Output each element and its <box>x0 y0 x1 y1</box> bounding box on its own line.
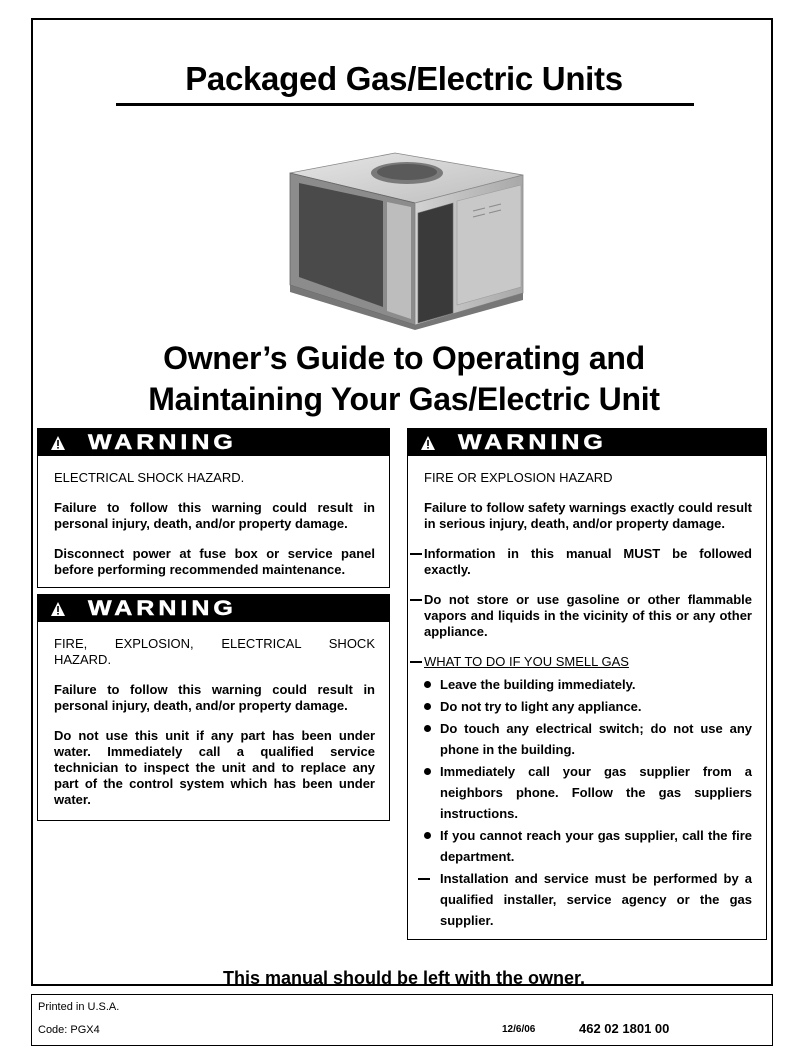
dash-item <box>424 592 752 640</box>
warning-box-fire-explosion <box>407 428 767 940</box>
warning-label: WARNING <box>458 430 607 454</box>
warning-box-electrical-shock <box>37 428 390 588</box>
list-item <box>424 825 752 867</box>
hazard-title: FIRE OR EXPLOSION HAZARD <box>424 470 613 485</box>
list-item-text: If you cannot reach your gas supplier, call the fire department. <box>440 828 752 864</box>
warning-header <box>38 429 389 456</box>
bullet-icon <box>424 681 431 688</box>
dash-marker <box>418 878 430 880</box>
bullet-icon <box>424 725 431 732</box>
bullet-icon <box>424 832 431 839</box>
dash-item-text: Do not store or use gasoline or other flammable vapors and liquids in the vicinity of this or any other appliance. <box>424 592 752 639</box>
bullet-icon <box>424 768 431 775</box>
dash-marker <box>410 661 422 663</box>
warning-triangle-icon <box>420 435 436 451</box>
dash-item-text: Information in this manual MUST be followed exactly. <box>424 546 752 577</box>
list-item-text: Leave the building immediately. <box>440 677 636 692</box>
warning-box-fire-explosion-shock <box>37 594 390 821</box>
bullet-icon <box>424 703 431 710</box>
list-item <box>424 718 752 760</box>
footer-note: This manual should be left with the owner. <box>222 968 586 988</box>
warning-paragraph: Failure to follow safety warnings exactly could result in serious injury, death, and/or property damage. <box>424 500 752 531</box>
smell-gas-heading-text: WHAT TO DO IF YOU SMELL GAS <box>424 654 629 669</box>
warning-header <box>38 595 389 622</box>
packaged-unit-image <box>285 135 525 330</box>
list-item <box>424 868 752 931</box>
subtitle-line-2: Maintaining Your Gas/Electric Unit <box>148 381 660 417</box>
subtitle-line-1: Owner’s Guide to Operating and <box>163 340 645 376</box>
print-date: 12/6/06 <box>502 1024 536 1035</box>
subtitle <box>0 338 808 420</box>
product-code: Code: PGX4 <box>38 1024 100 1036</box>
hazard-title: FIRE, EXPLOSION, ELECTRICAL SHOCK HAZARD. <box>54 636 375 667</box>
warning-label: WARNING <box>88 596 237 620</box>
warning-triangle-icon <box>50 601 66 617</box>
hazard-title: ELECTRICAL SHOCK HAZARD. <box>54 470 245 485</box>
warning-label: WARNING <box>88 430 237 454</box>
printed-in: Printed in U.S.A. <box>38 1001 120 1013</box>
list-item <box>424 696 752 717</box>
warning-paragraph: Do not use this unit if any part has been under water. Immediately call a qualified service technician to inspect the unit and to replace any part of the control system which has been under water. <box>54 728 375 807</box>
list-item-text: Immediately call your gas supplier from a neighbors phone. Follow the gas suppliers instructions. <box>440 764 752 821</box>
smell-gas-list <box>424 674 752 931</box>
print-info-box <box>31 994 773 1046</box>
dash-marker <box>410 553 422 555</box>
warning-header <box>408 429 766 456</box>
page-title: Packaged Gas/Electric Units <box>185 60 623 97</box>
warning-paragraph: Failure to follow this warning could result in personal injury, death, and/or property damage. <box>54 682 375 713</box>
dash-marker <box>410 599 422 601</box>
list-item <box>424 674 752 695</box>
warning-paragraph: Disconnect power at fuse box or service panel before performing recommended maintenance. <box>54 546 375 577</box>
dash-item <box>424 546 752 578</box>
part-number: 462 02 1801 00 <box>579 1021 670 1036</box>
warning-triangle-icon <box>50 435 66 451</box>
list-item-text: Installation and service must be performed by a qualified installer, service agency or the gas supplier. <box>440 871 752 928</box>
list-item <box>424 761 752 824</box>
smell-gas-heading <box>424 654 752 670</box>
warning-paragraph: Failure to follow this warning could result in personal injury, death, and/or property damage. <box>54 500 375 531</box>
list-item-text: Do touch any electrical switch; do not use any phone in the building. <box>440 721 752 757</box>
title-rule <box>116 103 694 106</box>
list-item-text: Do not try to light any appliance. <box>440 699 642 714</box>
